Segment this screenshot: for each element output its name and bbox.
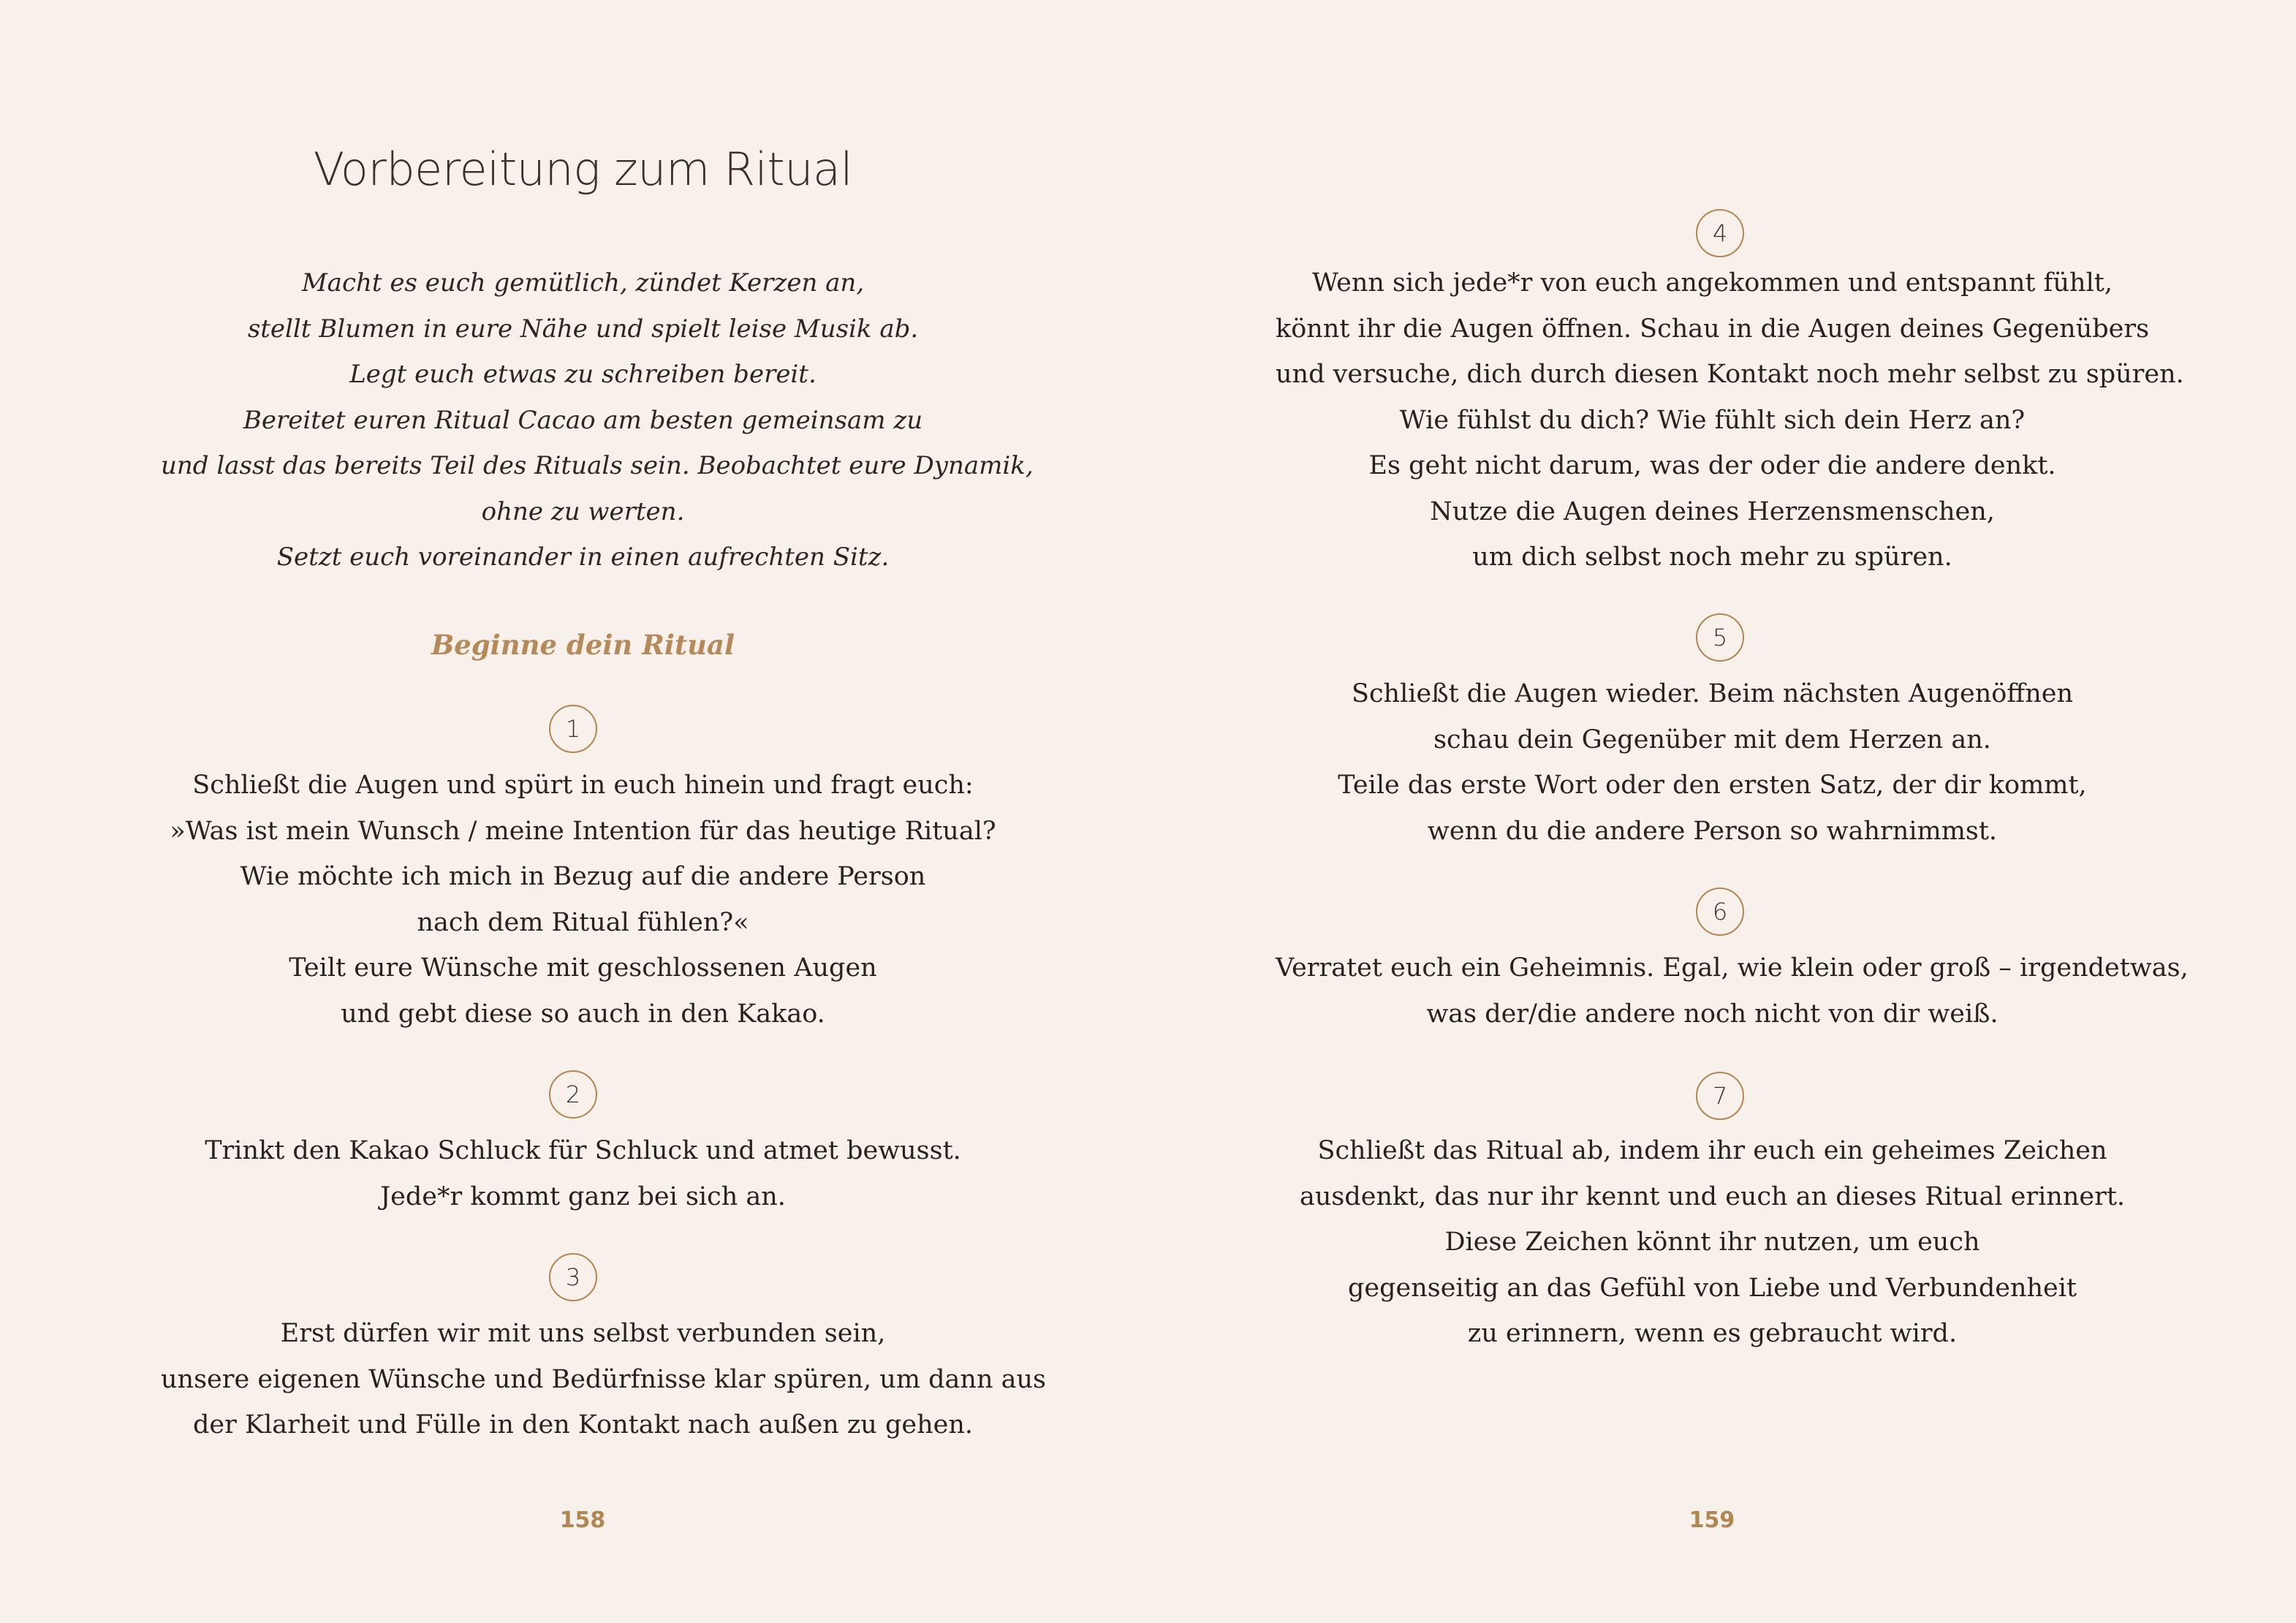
- step-number-badge: 6: [1696, 888, 1744, 936]
- step-text: [161, 1128, 1005, 1219]
- step-line: »Was ist mein Wunsch / meine Intention für das heutige Ritual?: [170, 816, 996, 846]
- step-number-badge: 4: [1696, 209, 1744, 257]
- step-text: [161, 1311, 1047, 1448]
- step-text: [161, 763, 1005, 1037]
- step-line: Wenn sich jede*r von euch angekommen und entspannt fühlt,: [1312, 268, 2113, 298]
- step-line: Nutze die Augen deines Herzensmenschen,: [1430, 496, 1995, 526]
- step-line: Schließt die Augen und spürt in euch hinein und fragt euch:: [192, 771, 974, 800]
- step-number-badge: 7: [1696, 1072, 1744, 1120]
- step-line: was der/die andere noch nicht von dir weiß.: [1426, 999, 1998, 1029]
- intro-line: und lasst das bereits Teil des Rituals sein. Beobachtet eure Dynamik,: [161, 451, 1034, 480]
- step-line: Es geht nicht darum, was der oder die andere denkt.: [1368, 451, 2056, 480]
- step-line: Schließt das Ritual ab, indem ihr euch ein geheimes Zeichen: [1317, 1136, 2107, 1165]
- step-line: Erst dürfen wir mit uns selbst verbunden sein,: [280, 1319, 886, 1348]
- intro-line: Macht es euch gemütlich, zündet Kerzen an,: [301, 268, 865, 298]
- step-line: der Klarheit und Fülle in den Kontakt nach außen zu gehen.: [192, 1410, 973, 1439]
- intro-text: [161, 260, 1034, 580]
- step-line: ausdenkt, das nur ihr kennt und euch an dieses Ritual erinnert.: [1299, 1181, 2126, 1211]
- step-text: [1276, 1128, 2149, 1357]
- step-text: [1276, 945, 2189, 1037]
- section-subheading: Beginne dein Ritual: [431, 629, 735, 661]
- step-line: Diese Zeichen könnt ihr nutzen, um euch: [1444, 1227, 1980, 1257]
- step-line: gegenseitig an das Gefühl von Liebe und Verbundenheit: [1347, 1273, 2077, 1303]
- intro-line: stellt Blumen in eure Nähe und spielt leise Musik ab.: [247, 314, 919, 344]
- step-line: nach dem Ritual fühlen?«: [417, 907, 749, 937]
- step-line: unsere eigenen Wünsche und Bedürfnisse klar spüren, um dann aus: [161, 1364, 1047, 1394]
- intro-line: ohne zu werten.: [481, 496, 685, 526]
- step-line: Wie fühlst du dich? Wie fühlt sich dein Herz an?: [1399, 405, 2026, 435]
- step-line: und gebt diese so auch in den Kakao.: [341, 999, 825, 1029]
- step-line: und versuche, dich durch diesen Kontakt noch mehr selbst zu spüren.: [1276, 360, 2184, 389]
- step-line: Schließt die Augen wieder. Beim nächsten Augenöffnen: [1351, 679, 2074, 708]
- step-number-badge: 1: [549, 705, 597, 753]
- right-page: [1276, 0, 2189, 1623]
- step-line: um dich selbst noch mehr zu spüren.: [1472, 542, 1952, 572]
- step-line: Jede*r kommt ganz bei sich an.: [380, 1181, 786, 1211]
- page-number: 159: [1689, 1507, 1735, 1533]
- page-number: 158: [559, 1507, 606, 1533]
- step-line: Trinkt den Kakao Schluck für Schluck und atmet bewusst.: [205, 1136, 961, 1165]
- step-line: könnt ihr die Augen öffnen. Schau in die Augen deines Gegenübers: [1276, 314, 2150, 344]
- step-text: [1276, 671, 2149, 854]
- intro-line: Legt euch etwas zu schreiben bereit.: [349, 360, 817, 389]
- step-line: Teilt eure Wünsche mit geschlossenen Augen: [289, 953, 877, 983]
- step-number-badge: 2: [549, 1070, 597, 1119]
- step-number-badge: 5: [1696, 613, 1744, 662]
- left-page: [161, 0, 1047, 1623]
- page-title: Vorbereitung zum Ritual: [313, 143, 853, 196]
- step-line: Wie möchte ich mich in Bezug auf die andere Person: [240, 862, 926, 891]
- step-line: Verratet euch ein Geheimnis. Egal, wie klein oder groß – irgendetwas,: [1276, 953, 2189, 983]
- step-line: zu erinnern, wenn es gebraucht wird.: [1467, 1319, 1958, 1348]
- step-line: Teile das erste Wort oder den ersten Satz, der dir kommt,: [1338, 771, 2087, 800]
- step-number-badge: 3: [549, 1253, 597, 1301]
- intro-line: Bereitet euren Ritual Cacao am besten gemeinsam zu: [243, 405, 923, 435]
- step-line: schau dein Gegenüber mit dem Herzen an.: [1433, 725, 1991, 754]
- step-text: [1276, 260, 2184, 580]
- intro-line: Setzt euch voreinander in einen aufrechten Sitz.: [276, 542, 890, 572]
- step-line: wenn du die andere Person so wahrnimmst.: [1427, 816, 1998, 846]
